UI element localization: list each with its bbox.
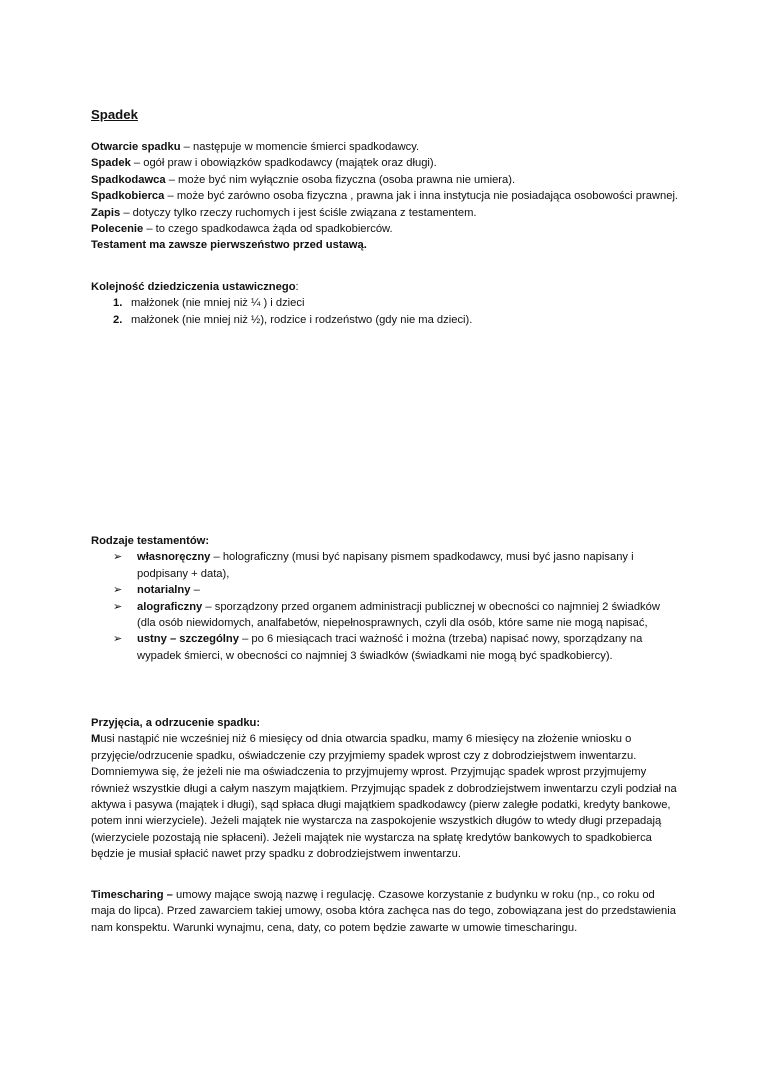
definition-text: – może być zarówno osoba fizyczna , prawna jak i inna instytucja nie posiadająca osobowości prawnej. (164, 190, 679, 203)
arrow-bullet-icon: ➢ (113, 633, 123, 646)
definition-text: – może być nim wyłącznie osoba fizyczna (osoba prawna nie umiera). (165, 173, 516, 186)
definition-term: Polecenie (91, 223, 144, 236)
testaments-list (91, 549, 681, 664)
acceptance-section (91, 715, 681, 863)
list-item-text: małżonek (nie mniej niż ½), rodzice i rodzeństwo (gdy nie ma dzieci). (131, 313, 473, 326)
definition-line (91, 188, 681, 204)
timesharing-text: umowy mające swoją nazwę i regulację. Czasowe korzystanie z budynku w roku (np., co roku od maja do lipca). Przed zawarciem takiej umowy, osoba która zachęca nas do tego, zobowiązana jest do przedstawienia nam konspektu. Warunki wynajmu, cena, daty, co potem będzie zawarte w umowie timescharingu. (91, 889, 676, 934)
timesharing-term: Timescharing – (91, 889, 173, 901)
timesharing-section (91, 887, 681, 936)
order-list (91, 295, 681, 328)
list-number: 2. (113, 313, 123, 326)
testament-note-text: Testament ma zawsze pierwszeństwo przed ustawą. (91, 239, 367, 252)
definition-line (91, 139, 681, 155)
definition-text: – ogół praw i obowiązków spadkodawcy (majątek oraz długi). (130, 157, 437, 170)
definition-term: Spadkobierca (91, 190, 165, 203)
testament-text: – (190, 584, 200, 597)
testament-term: ustny – szczególny (137, 633, 239, 646)
testament-term: alograficzny (137, 600, 203, 613)
timesharing-paragraph (91, 887, 681, 936)
testament-text: – sporządzony przed organem administracji publicznej w obecności co najmniej 2 świadków (dla osób niewidomych, analfabetów, niepełnosprawnych, czyli dla osób, które same nie mogą napisać, (137, 600, 660, 630)
definition-line (91, 172, 681, 188)
list-item (91, 295, 681, 311)
list-item (91, 599, 681, 632)
testament-types-section (91, 533, 681, 664)
definitions-section (91, 139, 681, 254)
testaments-heading: Rodzaje testamentów: (91, 535, 210, 547)
acceptance-body (91, 731, 681, 862)
arrow-bullet-icon: ➢ (113, 584, 123, 597)
inheritance-order-section (91, 279, 681, 328)
arrow-bullet-icon: ➢ (113, 551, 123, 564)
acceptance-text: usi nastąpić nie wcześniej niż 6 miesięcy od dnia otwarcia spadku, mamy 6 miesięcy na złożenie wniosku o przyjęcie/odrzucenie spadku, oświadczenie czy przyjmiemy spadek wprost czy z dobrodziejstwem inwentarzu. Domniemywa się, że jeżeli nie ma oświadczenia to przyjmujemy wprost. Przyjmując spadek wprost przyjmujemy również wszystkie długi a całym naszym majątkiem. Przyjmując spadek z dobrodziejstwem inwentarzu czyli podział na aktywa i pasywa (majątek i długi), sąd spłaca długi majątkiem spadkodawcy (pierw zaległe podatki, kredyty bankowe, potem inni wierzyciele). Jeżeli majątek nie wystarcza na zaspokojenie wszystkich długów to wtedy długi przepadają (wierzyciele pozostają nie spłaceni). Jeżeli majątek nie wystarcza na spłatę kredytów bankowych to spadkobierca będzie je musiał spłacić nawet przy spadku z dobrodziejstwem inwentarzu. (91, 733, 677, 861)
testament-note (91, 237, 681, 253)
definition-term: Spadek (91, 157, 131, 170)
definition-line (91, 155, 681, 171)
list-item (91, 582, 681, 598)
list-number: 1. (113, 297, 123, 310)
definition-term: Spadkodawca (91, 173, 166, 186)
definition-term: Otwarcie spadku (91, 141, 181, 153)
definition-text: – następuje w momencie śmierci spadkodawcy. (180, 141, 420, 153)
order-heading-line (91, 279, 681, 295)
list-item-text: małżonek (nie mniej niż ¼ ) i dzieci (131, 297, 305, 310)
page-title: Spadek (91, 107, 138, 122)
definition-line (91, 221, 681, 237)
definition-line (91, 205, 681, 221)
order-colon: : (295, 281, 299, 293)
list-item (91, 312, 681, 328)
list-item (91, 631, 681, 664)
definition-term: Zapis (91, 206, 121, 219)
acceptance-first-letter: M (91, 733, 101, 746)
arrow-bullet-icon: ➢ (113, 600, 123, 613)
testament-term: własnoręczny (137, 551, 211, 564)
list-item (91, 549, 681, 582)
definition-text: – dotyczy tylko rzeczy ruchomych i jest ściśle związana z testamentem. (120, 206, 477, 219)
acceptance-heading: Przyjęcia, a odrzucenie spadku: (91, 717, 261, 729)
testaments-heading-line (91, 533, 681, 549)
definition-text: – to czego spadkodawca żąda od spadkobierców. (143, 223, 393, 236)
testament-text: – po 6 miesiącach traci ważność i można (trzeba) napisać nowy, sporządzany na wypadek śmierci, w obecności co najmniej 3 świadków (świadkami nie mogą być spadkobiercy). (137, 633, 643, 662)
testament-term: notarialny (137, 584, 191, 597)
order-heading: Kolejność dziedziczenia ustawicznego (91, 281, 296, 293)
testament-text: – holograficzny (musi być napisany pismem spadkodawcy, musi być jasno napisany i podpisany + data), (137, 551, 634, 580)
acceptance-heading-line (91, 715, 681, 731)
